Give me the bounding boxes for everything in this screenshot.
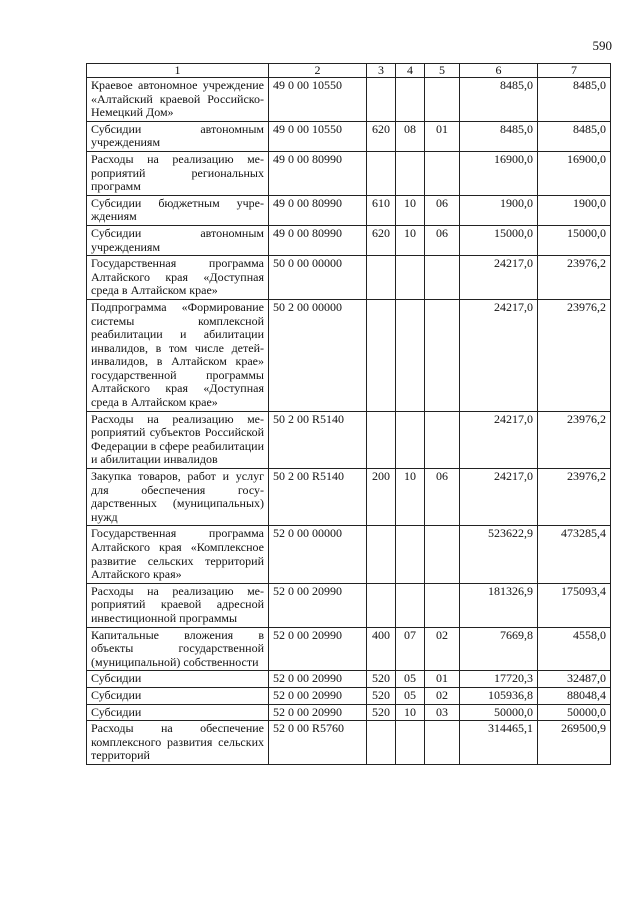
row-col3 xyxy=(367,299,396,411)
row-value-col6: 8485,0 xyxy=(460,78,538,122)
row-code: 49 0 00 80990 xyxy=(269,151,367,195)
row-col3: 610 xyxy=(367,195,396,225)
row-col3: 520 xyxy=(367,687,396,704)
row-name: Государственная программа Алтайского края «Комплексное развитие сельских территорий Алтайского края» xyxy=(87,526,269,583)
header-col-3: 3 xyxy=(367,64,396,78)
row-name: Расходы на реализацию мероприятий региональных программ xyxy=(87,151,269,195)
row-name: Закупка товаров, работ и услуг для обеспечения государственных (муниципальных) нужд xyxy=(87,469,269,526)
row-code: 52 0 00 20990 xyxy=(269,627,367,671)
budget-table xyxy=(86,63,611,765)
row-code: 49 0 00 10550 xyxy=(269,78,367,122)
row-col3 xyxy=(367,583,396,627)
row-col3 xyxy=(367,526,396,583)
page-number: 590 xyxy=(592,38,612,53)
table-row xyxy=(87,469,611,526)
row-value-col6: 314465,1 xyxy=(460,721,538,765)
row-value-col7: 8485,0 xyxy=(538,78,611,122)
row-col4: 10 xyxy=(396,195,425,225)
row-col3: 520 xyxy=(367,704,396,721)
row-col4 xyxy=(396,151,425,195)
table-row xyxy=(87,195,611,225)
row-col4 xyxy=(396,583,425,627)
row-code: 49 0 00 80990 xyxy=(269,195,367,225)
table-row xyxy=(87,151,611,195)
row-col3 xyxy=(367,151,396,195)
table-header xyxy=(87,64,611,78)
row-col5: 06 xyxy=(425,469,460,526)
row-col4: 10 xyxy=(396,704,425,721)
row-col5: 01 xyxy=(425,121,460,151)
row-value-col6: 15000,0 xyxy=(460,225,538,255)
row-name: Расходы на обеспечение комплексного развития сельских территорий xyxy=(87,721,269,765)
row-name: Расходы на реализацию мероприятий субъектов Российской Федерации в сфере реабилитации и абилитации инвалидов xyxy=(87,411,269,468)
row-value-col7: 175093,4 xyxy=(538,583,611,627)
header-row xyxy=(87,64,611,78)
row-value-col7: 8485,0 xyxy=(538,121,611,151)
row-value-col6: 24217,0 xyxy=(460,411,538,468)
table-row xyxy=(87,721,611,765)
table-row xyxy=(87,583,611,627)
row-col4 xyxy=(396,299,425,411)
table-row xyxy=(87,411,611,468)
row-col4 xyxy=(396,256,425,300)
row-col3: 200 xyxy=(367,469,396,526)
row-value-col7: 88048,4 xyxy=(538,687,611,704)
row-col4 xyxy=(396,526,425,583)
row-code: 52 0 00 20990 xyxy=(269,687,367,704)
row-col5 xyxy=(425,721,460,765)
row-code: 50 2 00 R5140 xyxy=(269,469,367,526)
row-value-col6: 181326,9 xyxy=(460,583,538,627)
row-col4: 05 xyxy=(396,687,425,704)
row-code: 49 0 00 10550 xyxy=(269,121,367,151)
table-row xyxy=(87,78,611,122)
row-col3 xyxy=(367,256,396,300)
row-value-col6: 7669,8 xyxy=(460,627,538,671)
row-col3: 520 xyxy=(367,671,396,688)
row-code: 52 0 00 20990 xyxy=(269,583,367,627)
header-col-6: 6 xyxy=(460,64,538,78)
row-name: Субсидии автономным учреждениям xyxy=(87,121,269,151)
row-name: Государственная программа Алтайского края «Доступная среда в Алтайском крае» xyxy=(87,256,269,300)
table-body xyxy=(87,78,611,765)
row-value-col7: 16900,0 xyxy=(538,151,611,195)
row-value-col6: 523622,9 xyxy=(460,526,538,583)
row-col4: 08 xyxy=(396,121,425,151)
row-col3: 400 xyxy=(367,627,396,671)
row-col4: 10 xyxy=(396,469,425,526)
row-col5: 02 xyxy=(425,627,460,671)
row-col5 xyxy=(425,526,460,583)
table-row xyxy=(87,627,611,671)
row-value-col7: 473285,4 xyxy=(538,526,611,583)
row-value-col7: 23976,2 xyxy=(538,256,611,300)
row-value-col7: 32487,0 xyxy=(538,671,611,688)
header-col-2: 2 xyxy=(269,64,367,78)
table-row xyxy=(87,256,611,300)
row-code: 52 0 00 20990 xyxy=(269,704,367,721)
row-col5 xyxy=(425,256,460,300)
header-col-1: 1 xyxy=(87,64,269,78)
table-row xyxy=(87,687,611,704)
row-col5: 01 xyxy=(425,671,460,688)
table-row xyxy=(87,121,611,151)
row-col5: 06 xyxy=(425,225,460,255)
row-code: 52 0 00 00000 xyxy=(269,526,367,583)
row-col4 xyxy=(396,411,425,468)
row-col4: 05 xyxy=(396,671,425,688)
table-row xyxy=(87,671,611,688)
row-name: Расходы на реализацию мероприятий краевой адресной инвестиционной программы xyxy=(87,583,269,627)
row-col3: 620 xyxy=(367,225,396,255)
row-col4: 07 xyxy=(396,627,425,671)
table-row xyxy=(87,299,611,411)
row-col4: 10 xyxy=(396,225,425,255)
row-name: Краевое автономное учреждение «Алтайский краевой Российско-Немецкий Дом» xyxy=(87,78,269,122)
row-col5 xyxy=(425,299,460,411)
row-name: Капитальные вложения в объекты государственной (муниципальной) собственности xyxy=(87,627,269,671)
row-value-col6: 17720,3 xyxy=(460,671,538,688)
row-value-col6: 24217,0 xyxy=(460,299,538,411)
row-name: Субсидии xyxy=(87,687,269,704)
row-name: Субсидии автономным учреждениям xyxy=(87,225,269,255)
row-value-col7: 23976,2 xyxy=(538,299,611,411)
row-value-col6: 1900,0 xyxy=(460,195,538,225)
row-col4 xyxy=(396,721,425,765)
table-row xyxy=(87,526,611,583)
row-col5 xyxy=(425,583,460,627)
header-col-4: 4 xyxy=(396,64,425,78)
row-value-col6: 24217,0 xyxy=(460,256,538,300)
row-value-col7: 1900,0 xyxy=(538,195,611,225)
row-name: Субсидии xyxy=(87,704,269,721)
header-col-7: 7 xyxy=(538,64,611,78)
row-col5 xyxy=(425,78,460,122)
row-value-col7: 23976,2 xyxy=(538,469,611,526)
row-col5: 03 xyxy=(425,704,460,721)
row-col5: 02 xyxy=(425,687,460,704)
row-code: 50 2 00 R5140 xyxy=(269,411,367,468)
row-code: 50 0 00 00000 xyxy=(269,256,367,300)
row-col3: 620 xyxy=(367,121,396,151)
row-col3 xyxy=(367,411,396,468)
row-value-col6: 105936,8 xyxy=(460,687,538,704)
row-col5: 06 xyxy=(425,195,460,225)
table-row xyxy=(87,704,611,721)
row-value-col7: 269500,9 xyxy=(538,721,611,765)
row-value-col7: 50000,0 xyxy=(538,704,611,721)
row-name: Субсидии xyxy=(87,671,269,688)
row-code: 49 0 00 80990 xyxy=(269,225,367,255)
row-col4 xyxy=(396,78,425,122)
row-col5 xyxy=(425,151,460,195)
row-code: 50 2 00 00000 xyxy=(269,299,367,411)
row-value-col7: 15000,0 xyxy=(538,225,611,255)
row-code: 52 0 00 20990 xyxy=(269,671,367,688)
row-value-col6: 8485,0 xyxy=(460,121,538,151)
row-col3 xyxy=(367,78,396,122)
row-name: Субсидии бюджетным учреждениям xyxy=(87,195,269,225)
row-name: Подпрограмма «Формирование системы комплексной реабилитации и абилитации инвалидов, в том числе детей-инвалидов, в Алтайском крае» государственной программы Алтайского края «Доступная среда в Алтайском крае» xyxy=(87,299,269,411)
row-code: 52 0 00 R5760 xyxy=(269,721,367,765)
header-col-5: 5 xyxy=(425,64,460,78)
row-value-col7: 23976,2 xyxy=(538,411,611,468)
row-col5 xyxy=(425,411,460,468)
row-value-col6: 16900,0 xyxy=(460,151,538,195)
row-col3 xyxy=(367,721,396,765)
row-value-col7: 4558,0 xyxy=(538,627,611,671)
row-value-col6: 24217,0 xyxy=(460,469,538,526)
row-value-col6: 50000,0 xyxy=(460,704,538,721)
table-row xyxy=(87,225,611,255)
